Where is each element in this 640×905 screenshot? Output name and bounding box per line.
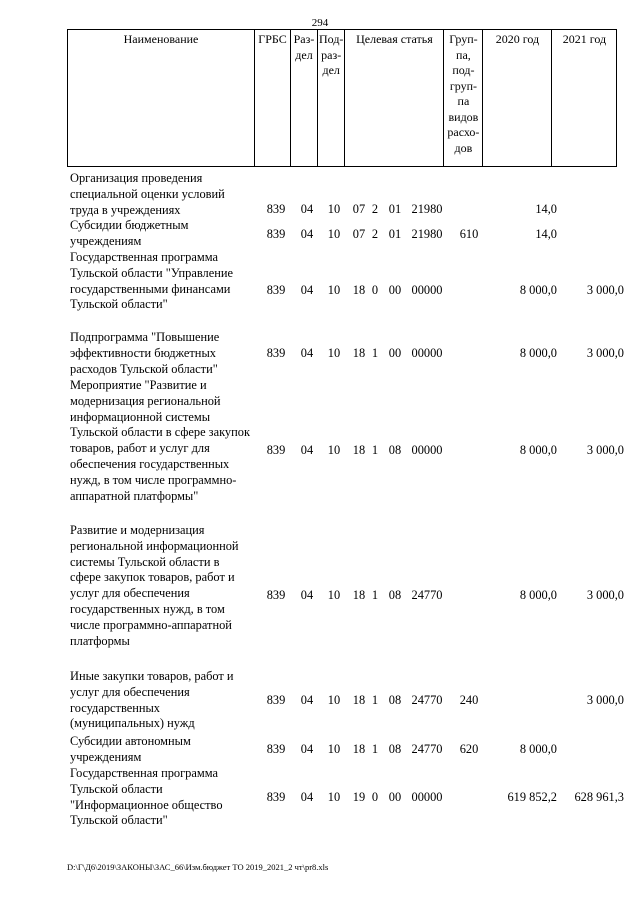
header-name: Наименование [68,30,255,167]
header-vid: Груп- па, под- груп- па видов расхо- дов [444,30,483,167]
cell-grbs: 839 [266,588,286,602]
cell-target-1: 19 [352,790,366,804]
cell-podrazdel: 10 [327,227,341,241]
header-grbs: ГРБС [255,30,291,167]
cell-target-4: 24770 [411,742,443,756]
cell-razdel: 04 [300,790,314,804]
cell-2020: 8 000,0 [519,742,557,756]
cell-podrazdel: 10 [327,283,341,297]
cell-target-4: 00000 [411,443,443,457]
cell-target-2: 1 [371,693,379,707]
page-number: 294 [311,17,329,29]
cell-podrazdel: 10 [327,346,341,360]
cell-2021: 3 000,0 [586,588,624,602]
cell-2021: 3 000,0 [586,443,624,457]
cell-target-2: 2 [371,227,379,241]
table-row-name: Государственная программа Тульской области "Управление государственными финансами Тульской области" [70,250,233,312]
cell-vid: 240 [459,693,479,707]
header-2020: 2020 год [483,30,552,167]
cell-target-4: 00000 [411,283,443,297]
cell-target-3: 01 [388,227,402,241]
table-row-name: Мероприятие "Развитие и модернизация региональной информационной системы Тульской области в сфере закупок товаров, работ и услуг для обеспечения государственных нужд, в том числе программно-аппаратной платформы" [70,378,250,503]
cell-target-4: 21980 [411,202,443,216]
cell-target-4: 21980 [411,227,443,241]
cell-target-1: 07 [352,202,366,216]
cell-target-1: 18 [352,283,366,297]
cell-2020: 8 000,0 [519,443,557,457]
cell-podrazdel: 10 [327,790,341,804]
cell-target-3: 01 [388,202,402,216]
footer-file-path: D:\Г\Д6\2019\ЗАКОНЫ\ЗАС_66\Изм.бюджет ТО 2019_2021_2 чт\pr8.xls [67,862,329,872]
cell-target-3: 00 [388,283,402,297]
header-target: Целевая статья [345,30,444,167]
cell-2020: 8 000,0 [519,283,557,297]
cell-razdel: 04 [300,588,314,602]
cell-razdel: 04 [300,346,314,360]
cell-grbs: 839 [266,283,286,297]
cell-target-2: 2 [371,202,379,216]
cell-razdel: 04 [300,693,314,707]
cell-razdel: 04 [300,202,314,216]
cell-target-1: 18 [352,693,366,707]
cell-target-3: 08 [388,742,402,756]
cell-grbs: 839 [266,742,286,756]
cell-2021: 3 000,0 [586,693,624,707]
header-podrazdel: Под- раз- дел [318,30,345,167]
cell-target-2: 1 [371,742,379,756]
cell-vid: 620 [459,742,479,756]
header-razdel: Раз- дел [291,30,318,167]
table-row-name: Развитие и модернизация региональной информационной системы Тульской области в сфере закупок товаров, работ и услуг для обеспечения государственных нужд, в том числе программно-аппаратной платформы [70,523,239,648]
cell-grbs: 839 [266,202,286,216]
cell-2020: 14,0 [535,202,557,216]
cell-target-3: 08 [388,693,402,707]
cell-razdel: 04 [300,443,314,457]
cell-podrazdel: 10 [327,588,341,602]
cell-razdel: 04 [300,742,314,756]
cell-target-4: 24770 [411,588,443,602]
cell-2021: 3 000,0 [586,346,624,360]
cell-target-1: 18 [352,742,366,756]
cell-target-4: 00000 [411,790,443,804]
cell-grbs: 839 [266,227,286,241]
cell-target-2: 0 [371,790,379,804]
cell-target-3: 08 [388,443,402,457]
cell-2020: 8 000,0 [519,588,557,602]
table-row-name: Подпрограмма "Повышение эффективности бюджетных расходов Тульской области" [70,330,220,376]
cell-grbs: 839 [266,346,286,360]
cell-target-1: 18 [352,443,366,457]
cell-target-3: 00 [388,346,402,360]
cell-target-1: 18 [352,588,366,602]
table-row-name: Государственная программа Тульской области "Информационное общество Тульской области" [70,766,223,828]
table-header [67,29,617,167]
cell-2021: 3 000,0 [586,283,624,297]
cell-target-4: 24770 [411,693,443,707]
cell-2020: 8 000,0 [519,346,557,360]
cell-2020: 619 852,2 [507,790,557,804]
cell-podrazdel: 10 [327,742,341,756]
table-row-name: Субсидии автономным учреждениям [70,734,191,764]
cell-target-2: 1 [371,443,379,457]
cell-2020: 14,0 [535,227,557,241]
cell-podrazdel: 10 [327,202,341,216]
cell-razdel: 04 [300,283,314,297]
cell-target-1: 07 [352,227,366,241]
cell-vid: 610 [459,227,479,241]
cell-target-2: 0 [371,283,379,297]
cell-podrazdel: 10 [327,443,341,457]
cell-target-4: 00000 [411,346,443,360]
cell-target-3: 08 [388,588,402,602]
table-row-name: Организация проведения специальной оценки условий труда в учреждениях [70,171,225,217]
cell-target-2: 1 [371,346,379,360]
cell-target-2: 1 [371,588,379,602]
cell-grbs: 839 [266,693,286,707]
table-row-name: Иные закупки товаров, работ и услуг для обеспечения государственных (муниципальных) нужд [70,669,234,731]
cell-target-3: 00 [388,790,402,804]
header-2021: 2021 год [552,30,617,167]
cell-razdel: 04 [300,227,314,241]
cell-grbs: 839 [266,443,286,457]
cell-podrazdel: 10 [327,693,341,707]
table-row-name: Субсидии бюджетным учреждениям [70,218,189,248]
cell-grbs: 839 [266,790,286,804]
cell-2021: 628 961,3 [574,790,624,804]
cell-target-1: 18 [352,346,366,360]
